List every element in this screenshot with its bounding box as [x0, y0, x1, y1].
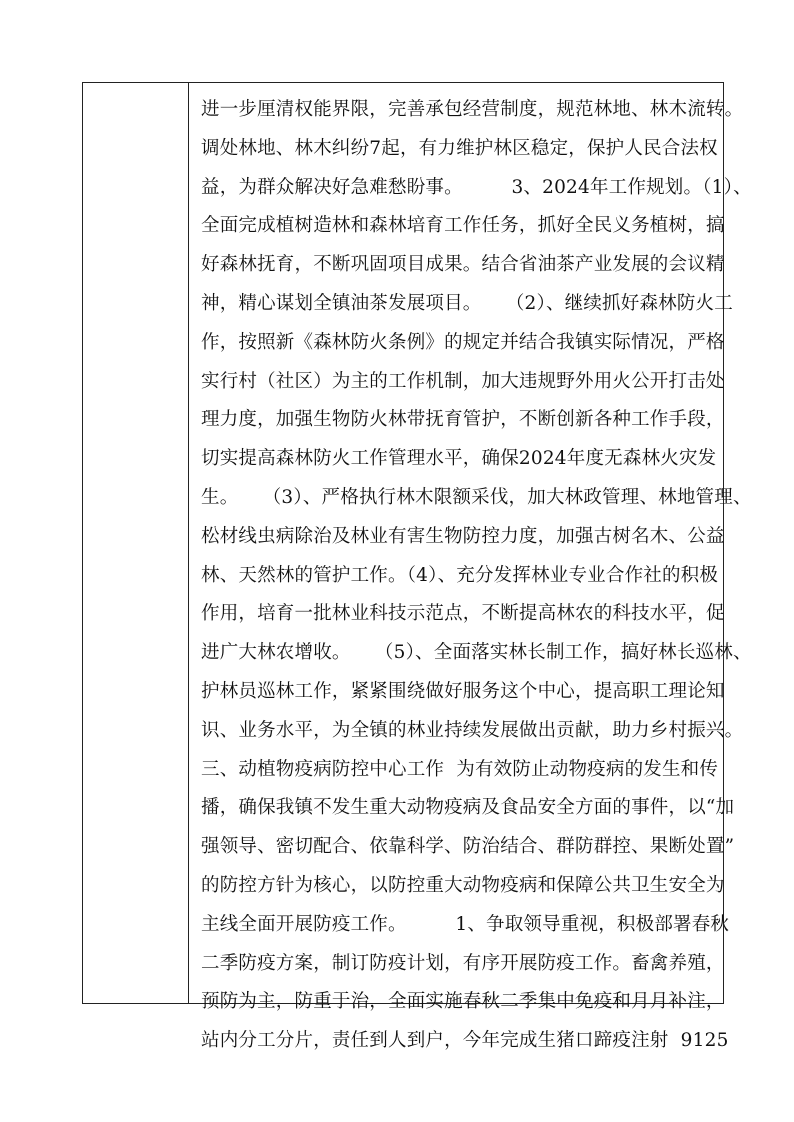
text-line: 的防控方针为核心，以防控重大动物疫病和保障公共卫生安全为 — [201, 874, 725, 896]
left-label-cell — [83, 83, 189, 1003]
text-line: 播，确保我镇不发生重大动物疫病及食品安全方面的事件，以“加 — [201, 797, 735, 819]
text-line: 站内分工分片，责任到人到户，今年完成生猪口蹄疫注射 9125 — [201, 1030, 729, 1052]
text-line: 好森林抚育，不断巩固项目成果。结合省油茶产业发展的会议精 — [201, 254, 725, 276]
text-line: 松材线虫病除治及林业有害生物防控力度，加强古树名木、公益 — [201, 525, 725, 547]
text-line: 全面完成植树造林和森林培育工作任务，抓好全民义务植树，搞 — [201, 215, 725, 237]
form-table — [82, 82, 752, 1052]
text-line: 强领导、密切配合、依靠科学、防治结合、群防群控、果断处置” — [201, 836, 735, 858]
text-line: 识、业务水平，为全镇的林业持续发展做出贡献，助力乡村振兴。 — [201, 719, 744, 741]
text-line: 理力度，加强生物防火林带抚育管护，不断创新各种工作手段， — [201, 409, 725, 431]
text-line: 进一步厘清权能界限，完善承包经营制度，规范林地、林木流转。 — [201, 99, 744, 120]
text-line: 预防为主，防重于治，全面实施春秋二季集中免疫和月月补注， — [201, 991, 725, 1013]
text-line: 二季防疫方案，制订防疫计划，有序开展防疫工作。畜禽养殖， — [201, 952, 725, 974]
text-line: 切实提高森林防火工作管理水平，确保2024年度无森林火灾发 — [201, 448, 717, 470]
text-line: 调处林地、林木纠纷7起，有力维护林区稳定，保护人民合法权 — [201, 137, 718, 159]
text-line: 护林员巡林工作，紧紧围绕做好服务这个中心，提高职工理论知 — [201, 680, 725, 702]
text-line: 主线全面开展防疫工作。 1、争取领导重视，积极部署春秋 — [201, 913, 730, 935]
text-line: 益，为群众解决好急难愁盼事。 3、2024年工作规划。（1）、 — [201, 176, 752, 198]
text-line: 神，精心谋划全镇油茶发展项目。 （2）、继续抓好森林防火工 — [201, 292, 733, 314]
text-line: 作，按照新《森林防火条例》的规定并结合我镇实际情况，严格 — [201, 331, 725, 353]
text-line: 林、天然林的管护工作。（4）、充分发挥林业专业合作社的积极 — [201, 564, 719, 586]
text-line: 生。 （3）、严格执行林木限额采伐，加大林政管理、林地管理、 — [201, 486, 752, 508]
content-cell — [189, 83, 752, 1052]
text-line: 作用，培育一批林业科技示范点，不断提高林农的科技水平，促 — [201, 603, 725, 625]
text-line: 实行村（社区）为主的工作机制，加大违规野外用火公开打击处 — [201, 370, 725, 392]
section-heading-line: 三、动植物疫病防控中心工作 为有效防止动物疫病的发生和传 — [201, 758, 719, 780]
text-line: 进广大林农增收。 （5）、全面落实林长制工作，搞好林长巡林、 — [201, 642, 752, 664]
